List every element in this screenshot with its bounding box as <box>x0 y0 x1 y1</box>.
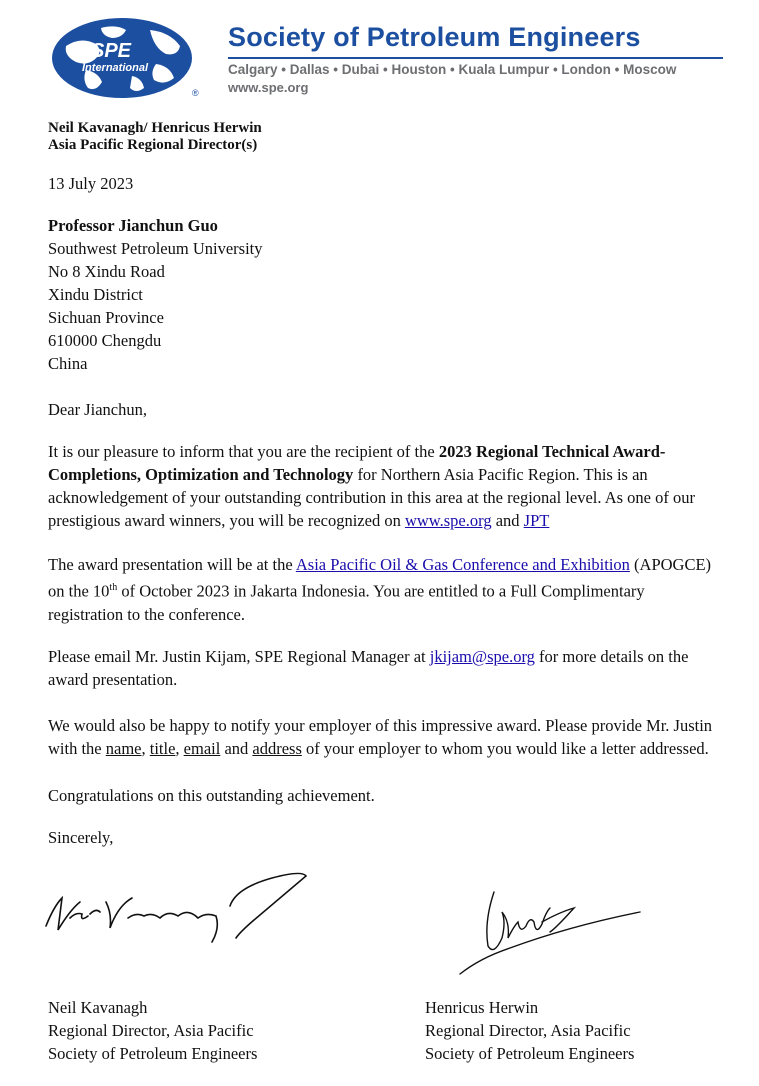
signatory-name: Neil Kavanagh <box>48 998 148 1017</box>
para-text: , <box>141 739 150 758</box>
signature-neil <box>40 868 320 968</box>
office-cities: Calgary • Dallas • Dubai • Houston • Kuala Lumpur • London • Moscow <box>228 62 677 77</box>
paragraph-employer <box>48 714 718 760</box>
para-text: of your employer to whom you would like a letter addressed. <box>301 739 709 758</box>
para-text: It is our pleasure to inform that you are the recipient of the <box>48 442 439 461</box>
signatory-role: Regional Director, Asia Pacific <box>425 1021 631 1040</box>
address-line: China <box>48 354 88 373</box>
para-text: , <box>175 739 184 758</box>
address-line: 610000 Chengdu <box>48 331 162 350</box>
signatory-role: Regional Director, Asia Pacific <box>48 1021 254 1040</box>
sender-names: Neil Kavanagh/ Henricus Herwin <box>48 120 262 136</box>
para-text: of October 2023 in Jakarta Indonesia. You are entitled to a Full Complimentary registration to the conference. <box>48 581 645 624</box>
superscript: th <box>109 582 118 593</box>
para-text: The award presentation will be at the <box>48 555 296 574</box>
para-text: for Northern Asia Pacific Region. This is an acknowledgement of your outstanding contribution in this area at the regional level. As one of our prestigious award winners, you will be recognized on <box>48 465 695 530</box>
sender-title: Asia Pacific Regional Director(s) <box>48 137 258 153</box>
recipient-name: Professor Jianchun Guo <box>48 216 218 235</box>
address-line: Sichuan Province <box>48 308 164 327</box>
logo-text: SPE <box>91 40 132 62</box>
field-address: address <box>252 739 302 758</box>
field-name: name <box>105 739 142 758</box>
apogce-link[interactable]: Asia Pacific Oil & Gas Conference and Exhibition <box>295 555 630 574</box>
para-text: and <box>220 739 253 758</box>
address-line: Southwest Petroleum University <box>48 239 263 258</box>
letterhead-rule <box>228 57 723 59</box>
address-line: Xindu District <box>48 285 143 304</box>
para-text: for more details on the award presentation. <box>48 647 689 689</box>
congratulations: Congratulations on this outstanding achievement. <box>48 786 375 805</box>
recipient-address <box>48 237 262 375</box>
para-text: Please email Mr. Justin Kijam, SPE Regional Manager at <box>48 647 430 666</box>
closing: Sincerely, <box>48 828 114 847</box>
spe-website-link[interactable]: www.spe.org <box>404 511 492 530</box>
letter-date: 13 July 2023 <box>48 174 134 193</box>
para-text: (APOGCE) on the 10 <box>48 555 712 601</box>
signatory-henricus <box>425 996 634 1065</box>
email-link[interactable]: jkijam@spe.org <box>429 647 535 666</box>
award-name: 2023 Regional Technical Award-Completions, Optimization and Technology <box>48 442 666 484</box>
signatory-org: Society of Petroleum Engineers <box>48 1044 258 1063</box>
para-text: We would also be happy to notify your employer of this impressive award. Please provide Mr. Justin with the <box>48 716 713 758</box>
salutation: Dear Jianchun, <box>48 400 147 419</box>
signature-henricus <box>450 882 650 982</box>
signatory-org: Society of Petroleum Engineers <box>425 1044 635 1063</box>
paragraph-contact <box>48 645 718 691</box>
paragraph-award <box>48 440 718 532</box>
org-name: Society of Petroleum Engineers <box>228 22 641 52</box>
jpt-link[interactable]: JPT <box>523 511 550 530</box>
paragraph-presentation <box>48 553 718 626</box>
field-email: email <box>183 739 221 758</box>
website: www.spe.org <box>228 80 309 95</box>
address-line: No 8 Xindu Road <box>48 262 165 281</box>
registered-mark: ® <box>192 88 199 98</box>
logo-subtext: International <box>82 62 149 74</box>
signatory-name: Henricus Herwin <box>425 998 539 1017</box>
signatory-neil <box>48 996 257 1065</box>
para-text: and <box>491 511 524 530</box>
field-title: title <box>149 739 176 758</box>
